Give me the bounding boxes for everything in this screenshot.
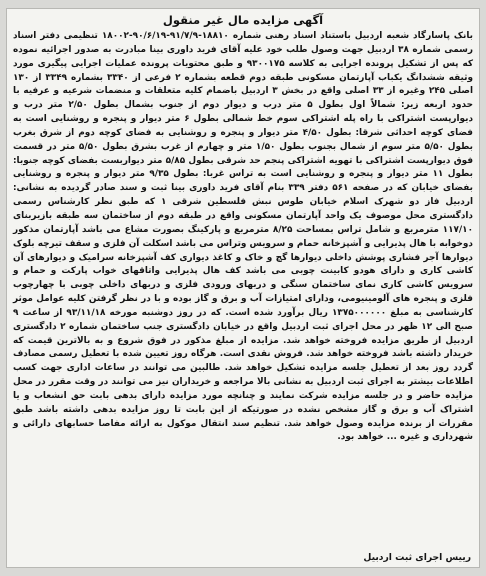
notice-paper xyxy=(6,8,480,568)
notice-body: بانک پاسارگاد شعبه اردبیل باستناد اسناد رهنی شماره ۱۸۸۱۰-۹۱/۷/۹-۹۰/۶/۱۹-۱۸۰۰۲ تنظیمی دفتر اسناد رسمی شماره ۳۸ اردبیل جهت وصول طلب خود علیه آقای فرید داوری بینا مبادرت به صدور اجرائیه نموده که پس از تشکیل پرونده اجرایی به کلاسه ۹۳۰۰۱۷۵ و طبق محتویات پرونده عملیات اجرایی پیگیری مورد وثیقه ششدانگ یکباب آپارتمان مسکونی طبقه دوم قطعه بشماره ۲ فرعی از ۳۳۴۰ بشماره ۳۳۴۹ از ۱۳۰ اصلی ۲۴۵ وغیره از ۳۳ اصلی واقع در بخش ۳ اردبیل باضمام کلیه متعلقات و منضمات شرعیه و عرفیه با حدود اربعه زیر: شمالاً اول بطول ۵ متر درب و دیوار دوم از جنوب بشمال بطول ۲/۵۰ متر درب و دیوارپست اشتراکی با راه پله اشتراکی سوم خط شمالی بطول ۶ متر دیوار و پنجره و روشنایی است به فضای کوچه احداثی شرقا: بطول ۴/۵۰ متر دیوار و پنجره و روشنایی به فضای کوچه دوم از شرق بغرب بطول ۵/۵۰ متر سوم از شمال بجنوب بطول ۱/۵۰ متر و چهارم از غرب بشرق بطول ۵/۵۰ متر در قسمت فوق دیوارپست اشتراکی با تهویه اشتراکی پنجم حد شرقی بطول ۵/۸۵ متر دیواربست بفضای کوچه جنوبا: بطول ۱۱ متر دیوار و پنجره و روشنایی است به تراس غربا: بطول ۹/۳۵ متر دیوار و پنجره و روشنایی بفضای خیابان که در صفحه ۵۶۱ دفتر ۳۳۹ بنام آقای فرید داوری بینا ثبت و سند صادر گردیده به نشانی: اردبیل فاز دو شهرک اسلام خیابان طوس نبش فلسطین شرقی ۱ که طبق نظر کارشناس رسمی دادگستری محل موصوف یک واحد آپارتمان مسکونی واقع در طبقه دوم از ساختمان سه طبقه بازیربنای ۱۱۷/۱۰ مترمربع و شامل تراس بمساحت ۸/۲۵ مترمربع و پارکینگ بصورت مشاع می باشد آپارتمان مذکور دوخوابه با هال پذیرایی و آشپزخانه حمام و سرویس وتراس می باشد اسکلت آن فلزی و سقف تیرچه بلوک دیوارها آجر فشاری پوشش داخلی دیوارها گچ و خاک و کاغذ دیواری کف آشپزخانه سرامیک و دیوارهای آن کاشی کاری و دارای هودو کابینت چوبی می باشد کف هال پذیرایی واتاقهای خواب پارکت و حمام و سرویس کاشی کاری نمای ساختمان سنگی و دربهای ورودی فلزی و دربهای داخلی چوبی با چهارچوب فلزی و پنجره های آلومینیومی، ودارای امتیازات آب و برق و گاز بوده و با در نظر گرفتن کلیه عوامل موثر کارشناسی به مبلغ ۱۳۷۵۰۰۰۰۰۰ ریال برآورد شده است. که در روز دوشنبه مورخه ۹۳/۱۱/۱۸ از ساعت ۹ صبح الی ۱۲ ظهر در محل اجرای ثبت اردبیل واقع در خیابان دادگستری جنب ساختمان شماره ۲ دادگستری اردبیل از طریق مزایده فروخته خواهد شد. مزایده از مبلغ مذکور در فوق شروع و به بالاترین قیمت که خریدار داشته باشد فروخته خواهد شد. فروش نقدی است. هرگاه روز تعیین شده با تعطیل رسمی مصادف گردد روز بعد از تعطیل جلسه مزایده تشکیل خواهد شد. طالبین می توانند در ساعات اداری جهت کسب اطلاعات بیشتر به اجرای ثبت اردبیل به نشانی بالا مراجعه و خریداران نیز می توانند در وقت مقرر در محل مزایده حاضر و در جلسه مزایده شرکت نمایند و چنانچه مورد مزایده دارای بدهی بابت حق انشعاب و یا اشتراک آب و برق و گاز مشخص نشده در صورتیکه از این بابت تا روز مزایده بدهی داشته باشد طبق مقررات از برنده مزایده وصول خواهد شد. تنظیم سند انتقال موکول به ارائه مفاصا حسابهای دارائی و شهرداری و غیره ... خواهد بود. xyxy=(13,31,474,443)
notice-signature: رییس اجرای ثبت اردبیل xyxy=(363,552,471,563)
notice-title: آگهی مزایده مال غیر منقول xyxy=(162,13,324,27)
